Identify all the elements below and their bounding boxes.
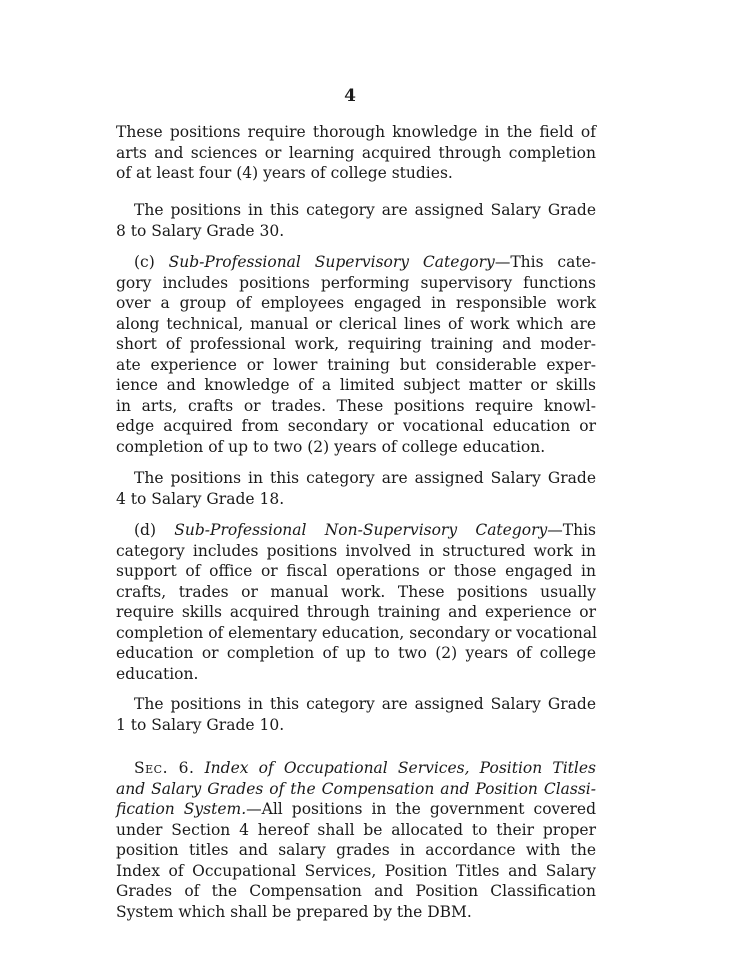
section-title: fication System. bbox=[116, 800, 247, 818]
text-line: education or completion of up to two (2) years of college bbox=[116, 644, 596, 662]
text-line: along technical, manual or clerical lines of work which are bbox=[116, 314, 596, 333]
text-line: position titles and salary grades in accordance with the bbox=[116, 841, 596, 859]
section-title: Index of Occupational Services, Position Titles bbox=[204, 759, 596, 777]
text-line: 1 to Salary Grade 10. bbox=[116, 715, 285, 734]
text-line: require skills acquired through training and experience or bbox=[116, 603, 596, 621]
paragraph-professional-requirements bbox=[116, 122, 596, 184]
text-line bbox=[116, 468, 596, 489]
text-line: ate experience or lower training but considerable exper- bbox=[116, 355, 596, 374]
category-title: Sub-Professional Supervisory Category bbox=[168, 253, 495, 271]
text-line bbox=[116, 200, 596, 221]
text-line: System which shall be prepared by the DBM. bbox=[116, 902, 472, 921]
text-line: arts and sciences or learning acquired through completion bbox=[116, 143, 596, 162]
text-line: support of office or fiscal operations or those engaged in bbox=[116, 562, 596, 580]
paragraph-sub-professional-supervisory bbox=[116, 252, 596, 457]
text-line: edge acquired from secondary or vocational education or bbox=[116, 417, 596, 435]
text-line: completion of up to two (2) years of college education. bbox=[116, 437, 546, 456]
text-line-content: The positions in this category are assigned Salary Grade bbox=[134, 469, 596, 487]
text-line: under Section 4 hereof shall be allocated to their proper bbox=[116, 820, 596, 839]
text-line: in arts, crafts or trades. These positions require knowl- bbox=[116, 396, 596, 415]
text-line-content: —All positions in the government covered bbox=[246, 800, 596, 818]
text-line: gory includes positions performing supervisory functions bbox=[116, 273, 596, 292]
paragraph-salary-grade-professional bbox=[116, 200, 596, 241]
section-title: and Salary Grades of the Compensation and Position Classi- bbox=[116, 779, 596, 798]
text-line bbox=[116, 520, 596, 541]
text-line bbox=[116, 252, 596, 273]
text-line: over a group of employees engaged in responsible work bbox=[116, 294, 596, 312]
section-label: Sec. 6. bbox=[134, 759, 195, 777]
text-line: crafts, trades or manual work. These positions usually bbox=[116, 582, 596, 601]
text-line: 8 to Salary Grade 30. bbox=[116, 221, 285, 240]
item-label: (c) bbox=[134, 253, 155, 271]
category-title: Sub-Professional Non-Supervisory Category bbox=[174, 521, 548, 539]
text-line: 4 to Salary Grade 18. bbox=[116, 489, 285, 508]
text-line: of at least four (4) years of college studies. bbox=[116, 164, 453, 182]
text-line-content: —This bbox=[547, 521, 596, 539]
text-line bbox=[116, 779, 596, 800]
text-line: education. bbox=[116, 664, 199, 683]
text-line bbox=[116, 694, 596, 715]
text-line: completion of elementary education, secondary or vocational bbox=[116, 623, 598, 642]
text-line: ience and knowledge of a limited subject matter or skills bbox=[116, 376, 596, 394]
text-line bbox=[116, 758, 596, 779]
item-label: (d) bbox=[134, 521, 157, 539]
text-line bbox=[116, 799, 596, 820]
paragraph-salary-grade-supervisory bbox=[116, 468, 596, 509]
text-line: Index of Occupational Services, Position Titles and Salary bbox=[116, 861, 596, 880]
text-line-content: —This cate- bbox=[494, 253, 596, 271]
text-line: short of professional work, requiring training and moder- bbox=[116, 335, 596, 353]
text-line: Grades of the Compensation and Position Classification bbox=[116, 882, 596, 900]
text-line: These positions require thorough knowledge in the field of bbox=[116, 123, 596, 141]
paragraph-sub-professional-non-supervisory bbox=[116, 520, 596, 684]
text-line-content: The positions in this category are assigned Salary Grade bbox=[134, 695, 596, 713]
paragraph-salary-grade-non-supervisory bbox=[116, 694, 596, 735]
section-6-paragraph bbox=[116, 758, 596, 922]
text-line-content: The positions in this category are assigned Salary Grade bbox=[134, 201, 596, 219]
page-number: 4 bbox=[344, 86, 356, 106]
text-line: category includes positions involved in structured work in bbox=[116, 541, 596, 560]
